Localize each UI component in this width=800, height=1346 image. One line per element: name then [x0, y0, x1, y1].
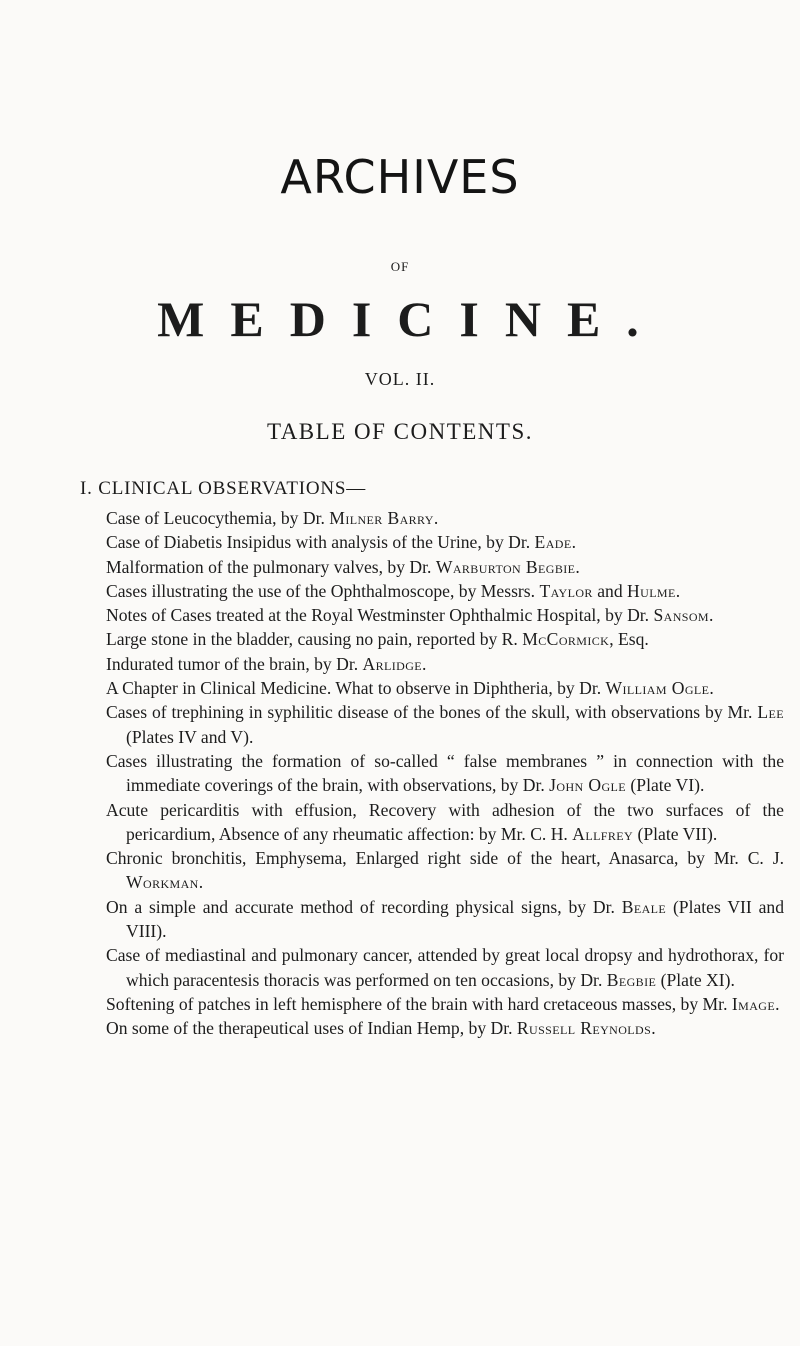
- toc-entry: Indurated tumor of the brain, by Dr. Arlidge.: [106, 653, 427, 674]
- toc-entry: Cases illustrating the use of the Ophthalmoscope, by Messrs. Taylor and Hulme.: [106, 580, 681, 601]
- toc-entry: Acute pericarditis with effusion, Recovery with adhesion of the two surfaces of the pericardium, Absence of any rheumatic affection: by Mr. C. H. Allfrey (Plate VII).: [106, 799, 784, 844]
- toc-entry: On some of the therapeutical uses of Indian Hemp, by Dr. Russell Reynolds.: [106, 1018, 656, 1039]
- volume-label: VOL. II.: [364, 369, 436, 389]
- toc-entry: Case of Diabetis Insipidus with analysis of the Urine, by Dr. Eade.: [106, 532, 576, 553]
- toc-entries: [106, 506, 784, 1041]
- toc-entry: Notes of Cases treated at the Royal Westminster Ophthalmic Hospital, by Dr. Sansom.: [106, 605, 714, 626]
- toc-entry: A Chapter in Clinical Medicine. What to observe in Diphtheria, by Dr. William Ogle.: [106, 678, 714, 699]
- section-heading: I. CLINICAL OBSERVATIONS—: [80, 478, 367, 499]
- title-medicine: MEDICINE.: [157, 291, 665, 347]
- toc-entry: On a simple and accurate method of recording physical signs, by Dr. Beale (Plates VII and VIII).: [106, 896, 784, 942]
- toc-entry: Cases of trephining in syphilitic disease of the bones of the skull, with observations by Mr. Lee (Plates IV and V).: [106, 702, 784, 747]
- toc-entry: Softening of patches in left hemisphere of the brain with hard cretaceous masses, by Mr. Image.: [106, 993, 780, 1014]
- toc-entry: Cases illustrating the formation of so-called “ false membranes ” in connection with the immediate coverings of the brain, with observations, by Dr. John Ogle (Plate VI).: [106, 750, 784, 796]
- toc-entry: Chronic bronchitis, Emphysema, Enlarged right side of the heart, Anasarca, by Mr. C. J. Workman.: [106, 848, 784, 893]
- toc-heading: TABLE OF CONTENTS.: [266, 419, 534, 444]
- title-of: OF: [390, 259, 410, 274]
- toc-entry: Malformation of the pulmonary valves, by Dr. Warburton Begbie.: [106, 556, 580, 577]
- toc-entry: Case of Leucocythemia, by Dr. Milner Barry.: [106, 508, 439, 528]
- toc-entry: Case of mediastinal and pulmonary cancer, attended by great local dropsy and hydrothorax, for which paracentesis thoracis was performed on ten occasions, by Dr. Begbie (Plate XI).: [106, 945, 784, 990]
- title-archives: ARCHIVES: [280, 150, 520, 204]
- toc-entry: Large stone in the bladder, causing no pain, reported by R. McCormick, Esq.: [106, 629, 649, 650]
